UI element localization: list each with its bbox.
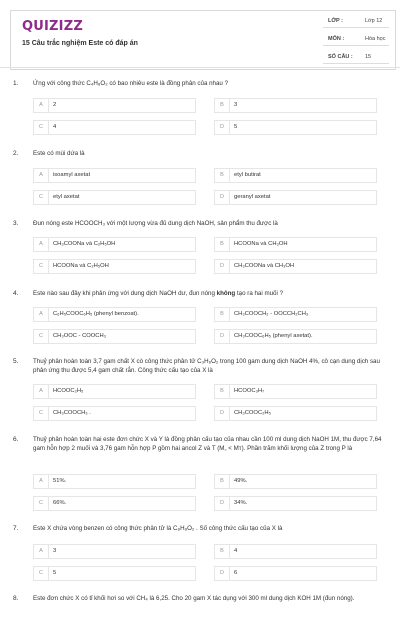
worksheet-title: 15 Câu trắc nghiệm Este có đáp án <box>22 40 138 47</box>
worksheet-header <box>10 10 396 70</box>
option-a[interactable]: A C₆H₅COOC₆H₅ (phenyl benzoat). <box>33 307 196 322</box>
meta-panel <box>323 11 395 69</box>
option-a[interactable]: A isoamyl axetat <box>33 168 196 183</box>
option-c[interactable]: C 5 <box>33 566 196 581</box>
option-b[interactable]: B 4 <box>214 544 377 559</box>
option-a[interactable]: A CH₃COONa và C₂H₅OH <box>33 237 196 252</box>
option-d[interactable]: D geranyl axetat <box>214 190 377 205</box>
option-d[interactable]: D CH₃COOC₆H₅ (phenyl axetat). <box>214 329 377 344</box>
option-b[interactable]: B HCOOC₃H₇ <box>214 384 377 399</box>
option-b[interactable]: B etyl butirat <box>214 168 377 183</box>
option-c[interactable]: C CH₃OOC - COOCH₃ <box>33 329 196 344</box>
option-b[interactable]: B CH₃COOCH₂ - OOCCH₂CH₃ <box>214 307 377 322</box>
option-a[interactable]: A 2 <box>33 98 196 113</box>
option-b[interactable]: B 49%. <box>214 474 377 489</box>
option-d[interactable]: D CH₃COOC₂H₅ <box>214 406 377 421</box>
meta-subject: MÔN : Hóa học <box>323 29 395 46</box>
option-d[interactable]: D 5 <box>214 120 377 135</box>
header-divider <box>0 67 400 68</box>
option-d[interactable]: D 6 <box>214 566 377 581</box>
option-b[interactable]: B HCOONa và CH₃OH <box>214 237 377 252</box>
option-b[interactable]: B 3 <box>214 98 377 113</box>
option-a[interactable]: A HCOOC₂H₅ <box>33 384 196 399</box>
option-c[interactable]: C HCOONa và C₂H₅OH <box>33 259 196 274</box>
quizizz-logo[interactable]: QUIZIZZ <box>22 19 83 34</box>
option-c[interactable]: C 66%. <box>33 496 196 511</box>
option-c[interactable]: C 4 <box>33 120 196 135</box>
option-a[interactable]: A 51%. <box>33 474 196 489</box>
option-d[interactable]: D CH₃COONa và CH₃OH <box>214 259 377 274</box>
option-c[interactable]: C CH₃COOCH₃ . <box>33 406 196 421</box>
option-c[interactable]: C etyl axetat <box>33 190 196 205</box>
option-d[interactable]: D 34%. <box>214 496 377 511</box>
meta-count: SỐ CÂU : 15 <box>323 47 395 64</box>
meta-class: LỚP : Lớp 12 <box>323 11 395 28</box>
option-a[interactable]: A 3 <box>33 544 196 559</box>
